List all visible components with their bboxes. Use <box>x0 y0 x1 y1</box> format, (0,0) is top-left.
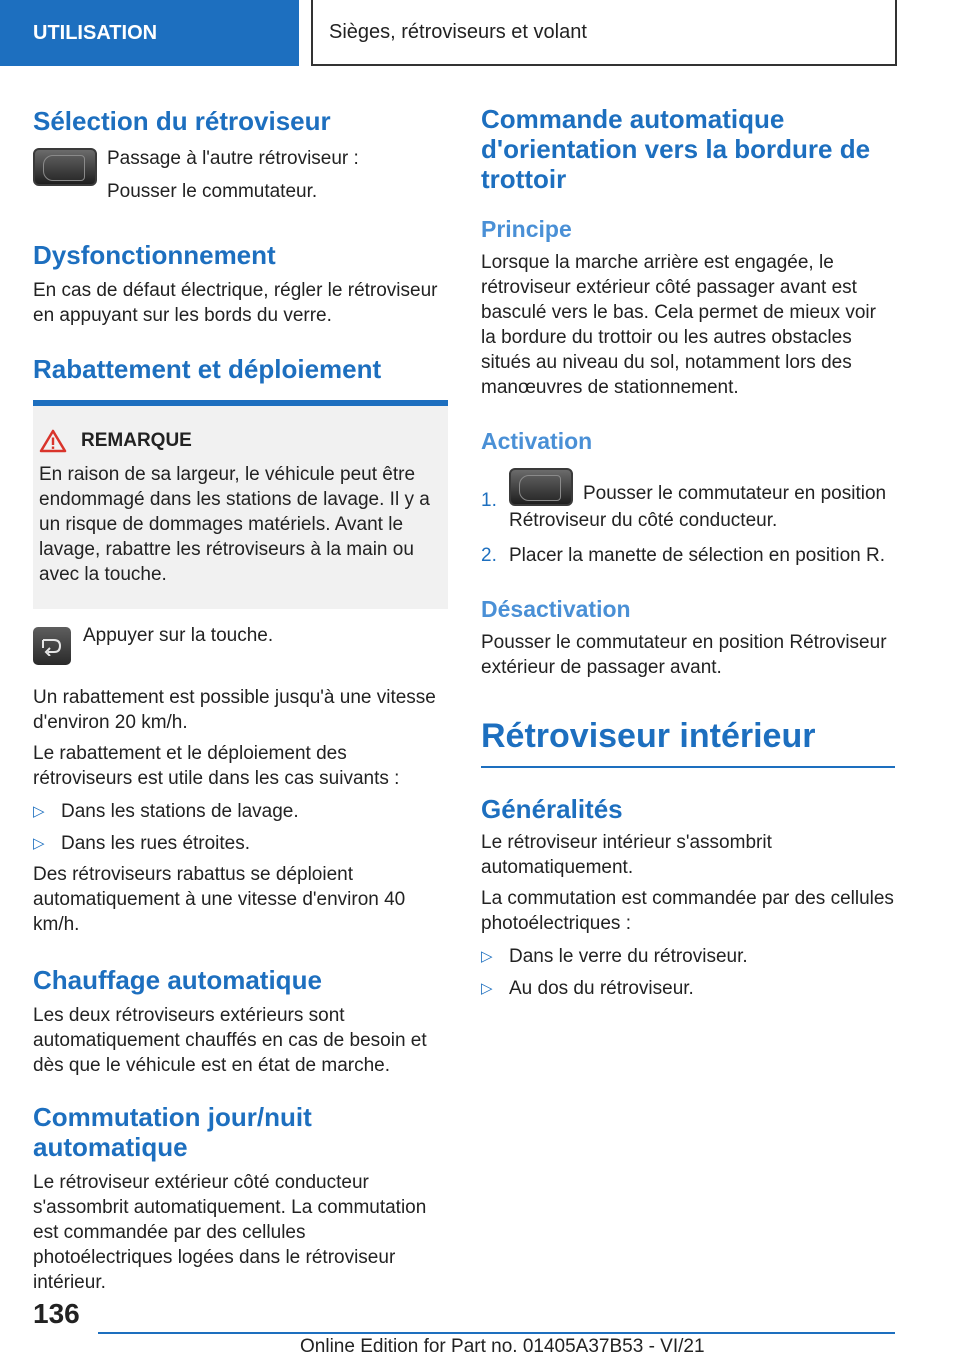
day-night-text: Le rétroviseur extérieur côté conducteur s'assombrit automatiquement. La commutation est commandée par des cellules photoélectriques logées dans le rétroviseur intérieur. <box>33 1172 427 1293</box>
list-item: ▷ Dans le verre du rétroviseur. <box>481 946 748 967</box>
folding-usage-text: Le rabattement et le déploiement des rétroviseurs est utile dans les cas suivants : <box>33 743 400 789</box>
chapter-title: Sièges, rétroviseurs et volant <box>311 0 897 66</box>
list-item: ▷ Dans les rues étroites. <box>33 833 251 854</box>
selection-text-1: Passage à l'autre rétroviseur : <box>107 148 359 169</box>
note-text: En raison de sa largeur, le véhicule peut être endommagé dans les stations de lavage. Il y a un risque de dommages matériels. Avant le lavage, rabattre les rétroviseurs à la main ou avec la touche. <box>39 464 430 585</box>
list-item: 2. Placer la manette de sélection en position R. <box>481 545 885 566</box>
fold-mirror-glyph-icon <box>40 636 64 656</box>
list-item: 1. Pousser le commutateur en position Rétroviseur du côté conducteur. <box>481 468 895 533</box>
folding-speed-text: Un rabattement est possible jusqu'à une vitesse d'environ 20 km/h. <box>33 687 436 733</box>
general-text-2: La commutation est commandée par des cellules photoélectriques : <box>481 888 894 934</box>
heating-text: Les deux rétroviseurs extérieurs sont automatiquement chauffés en cas de besoin et dès que le véhicule est en état de marche. <box>33 1005 427 1076</box>
footer-edition: Online Edition for Part no. 01405A37B53 - VI/21 <box>300 1336 705 1357</box>
heading-selection: Sélection du rétroviseur <box>33 106 331 136</box>
heading-interior-mirror: Rétroviseur intérieur <box>481 717 816 755</box>
step-text-part: Pousser le commutateur en position <box>583 483 887 504</box>
warning-triangle-icon <box>39 429 67 453</box>
malfunction-text: En cas de défaut électrique, régler le rétroviseur en appuyant sur les bords du verre. <box>33 280 438 326</box>
section-tab: UTILISATION <box>0 0 299 66</box>
selection-row <box>33 146 448 204</box>
key-text: Appuyer sur la touche. <box>83 625 274 646</box>
activation-steps <box>481 468 895 568</box>
heading-heating: Chauffage automatique <box>33 965 322 995</box>
heading-malfunction: Dysfonctionnement <box>33 240 276 270</box>
step-text-part: Rétroviseur du côté conducteur. <box>509 510 778 531</box>
heading-deactivation: Désactivation <box>481 596 631 622</box>
note-header <box>39 428 436 454</box>
fold-button-icon <box>33 627 71 665</box>
key-row <box>33 627 448 665</box>
page-header <box>0 0 960 66</box>
bullet-triangle-icon: ▷ <box>481 980 493 997</box>
general-text-1: Le rétroviseur intérieur s'assombrit automatiquement. <box>481 832 772 878</box>
folding-bullet-list <box>33 799 448 856</box>
left-column <box>33 96 448 1295</box>
bullet-triangle-icon: ▷ <box>33 803 45 820</box>
bullet-triangle-icon: ▷ <box>33 835 45 852</box>
bullet-triangle-icon: ▷ <box>481 948 493 965</box>
right-column <box>481 96 895 1001</box>
general-bullet-list <box>481 944 895 1001</box>
section-rule <box>481 766 895 768</box>
footer-rule <box>98 1332 895 1334</box>
list-item: ▷ Au dos du rétroviseur. <box>481 978 694 999</box>
page-number: 136 <box>33 1298 80 1329</box>
note-label: REMARQUE <box>81 430 192 451</box>
mirror-switch-icon <box>33 148 97 186</box>
heading-general: Généralités <box>481 794 623 824</box>
heading-principle: Principe <box>481 216 572 242</box>
heading-folding: Rabattement et déploiement <box>33 354 382 384</box>
mirror-switch-icon <box>509 468 573 506</box>
unfold-speed-text: Des rétroviseurs rabattus se déploient automatiquement à une vitesse d'environ 40 km/h. <box>33 864 406 935</box>
deactivation-text: Pousser le commutateur en position Rétroviseur extérieur de passager avant. <box>481 632 887 678</box>
list-item: ▷ Dans les stations de lavage. <box>33 801 299 822</box>
principle-text: Lorsque la marche arrière est engagée, le rétroviseur extérieur côté passager avant est basculé vers le bas. Cela permet de mieux voir la bordure du trottoir ou les autres obstacles situés au niveau du sol, notamment lors des manœuvres de stationnement. <box>481 252 876 398</box>
warning-note <box>33 406 448 609</box>
heading-curb-tilt: Commande automatique d'orientation vers la bordure de trottoir <box>481 104 871 194</box>
heading-day-night: Commutation jour/nuit automatique <box>33 1102 312 1162</box>
heading-activation: Activation <box>481 428 593 454</box>
selection-text-2: Pousser le commutateur. <box>107 181 318 202</box>
